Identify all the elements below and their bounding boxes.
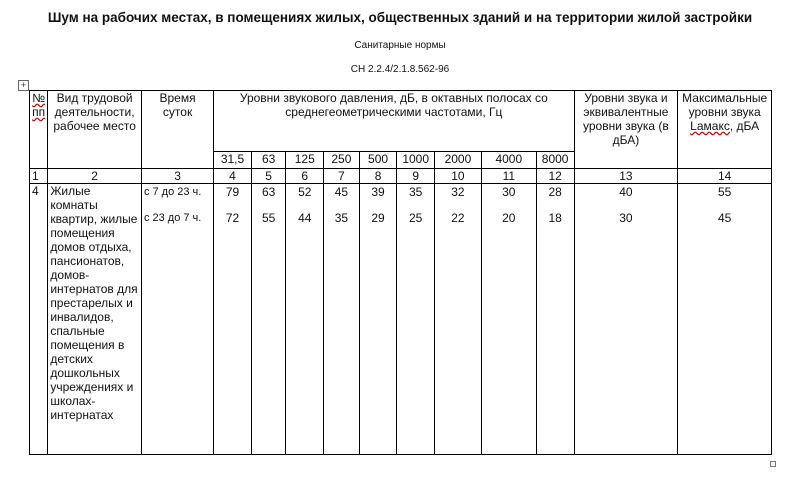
- document-code: СН 2.2.4/2.1.8.562-96: [350, 64, 450, 75]
- document-subtitle: Санитарные нормы: [354, 40, 446, 51]
- value-cell: 40 30: [574, 184, 678, 455]
- value-cell: 79 72: [214, 184, 252, 455]
- column-number-cell: 8: [359, 169, 397, 184]
- column-number-cell: 11: [481, 169, 536, 184]
- value-cell: 30 20: [481, 184, 536, 455]
- document-title: Шум на рабочих местах, в помещениях жилых, общественных зданий и на территории жилой застройки: [47, 10, 753, 25]
- header-number: № пп: [30, 91, 48, 169]
- column-number-cell: 5: [251, 169, 286, 184]
- header-equivalent-level: Уровни звука и эквивалентные уровни звука (в дБА): [574, 91, 678, 169]
- table-move-handle-icon[interactable]: +: [18, 80, 29, 91]
- value-cell: 55 45: [678, 184, 772, 455]
- value-cell: 32 22: [435, 184, 482, 455]
- header-max-level: Максимальные уровни звука Lамакс, дБА: [678, 91, 772, 169]
- column-number-cell: 6: [286, 169, 324, 184]
- table-row: [30, 184, 772, 455]
- column-number-cell: 4: [214, 169, 252, 184]
- header-sound-levels: Уровни звукового давления, дБ, в октавных полосах со среднегеометрическими частотами, Гц: [214, 91, 574, 152]
- table-resize-handle[interactable]: [770, 461, 776, 467]
- column-number-cell: 13: [574, 169, 678, 184]
- column-number-cell: 2: [48, 169, 142, 184]
- value-cell: 39 29: [359, 184, 397, 455]
- frequency-cell: 4000: [481, 152, 536, 169]
- column-number-cell: 1: [30, 169, 48, 184]
- column-number-cell: 10: [435, 169, 482, 184]
- row-time: [141, 184, 213, 455]
- value-cell: 52 44: [286, 184, 324, 455]
- column-number-cell: 7: [324, 169, 360, 184]
- column-number-cell: 3: [141, 169, 213, 184]
- row-activity: Жилые комнаты квартир, жилые помещения домов отдыха, пансионатов, домов-интернатов для престарелых и инвалидов, спальные помещения в детских дошкольных учреждениях и школах-интернатах: [48, 184, 142, 455]
- frequency-cell: 2000: [435, 152, 482, 169]
- header-time: Время суток: [141, 91, 213, 169]
- frequency-cell: 1000: [397, 152, 435, 169]
- column-number-cell: 9: [397, 169, 435, 184]
- frequency-cell: 500: [359, 152, 397, 169]
- header-activity: Вид трудовой деятельности, рабочее место: [48, 91, 142, 169]
- column-number-cell: 12: [536, 169, 574, 184]
- frequency-cell: 63: [251, 152, 286, 169]
- frequency-cell: 125: [286, 152, 324, 169]
- value-cell: 45 35: [324, 184, 360, 455]
- row-number: 4: [30, 184, 48, 455]
- frequency-cell: 250: [324, 152, 360, 169]
- column-number-cell: 14: [678, 169, 772, 184]
- time-day: с 7 до 23 ч.: [143, 186, 202, 198]
- value-cell: 63 55: [251, 184, 286, 455]
- frequency-cell: 8000: [536, 152, 574, 169]
- noise-norms-table: [29, 90, 772, 455]
- value-cell: 28 18: [536, 184, 574, 455]
- value-cell: 35 25: [397, 184, 435, 455]
- frequency-cell: 31,5: [214, 152, 252, 169]
- time-night: с 23 до 7 ч.: [143, 212, 202, 224]
